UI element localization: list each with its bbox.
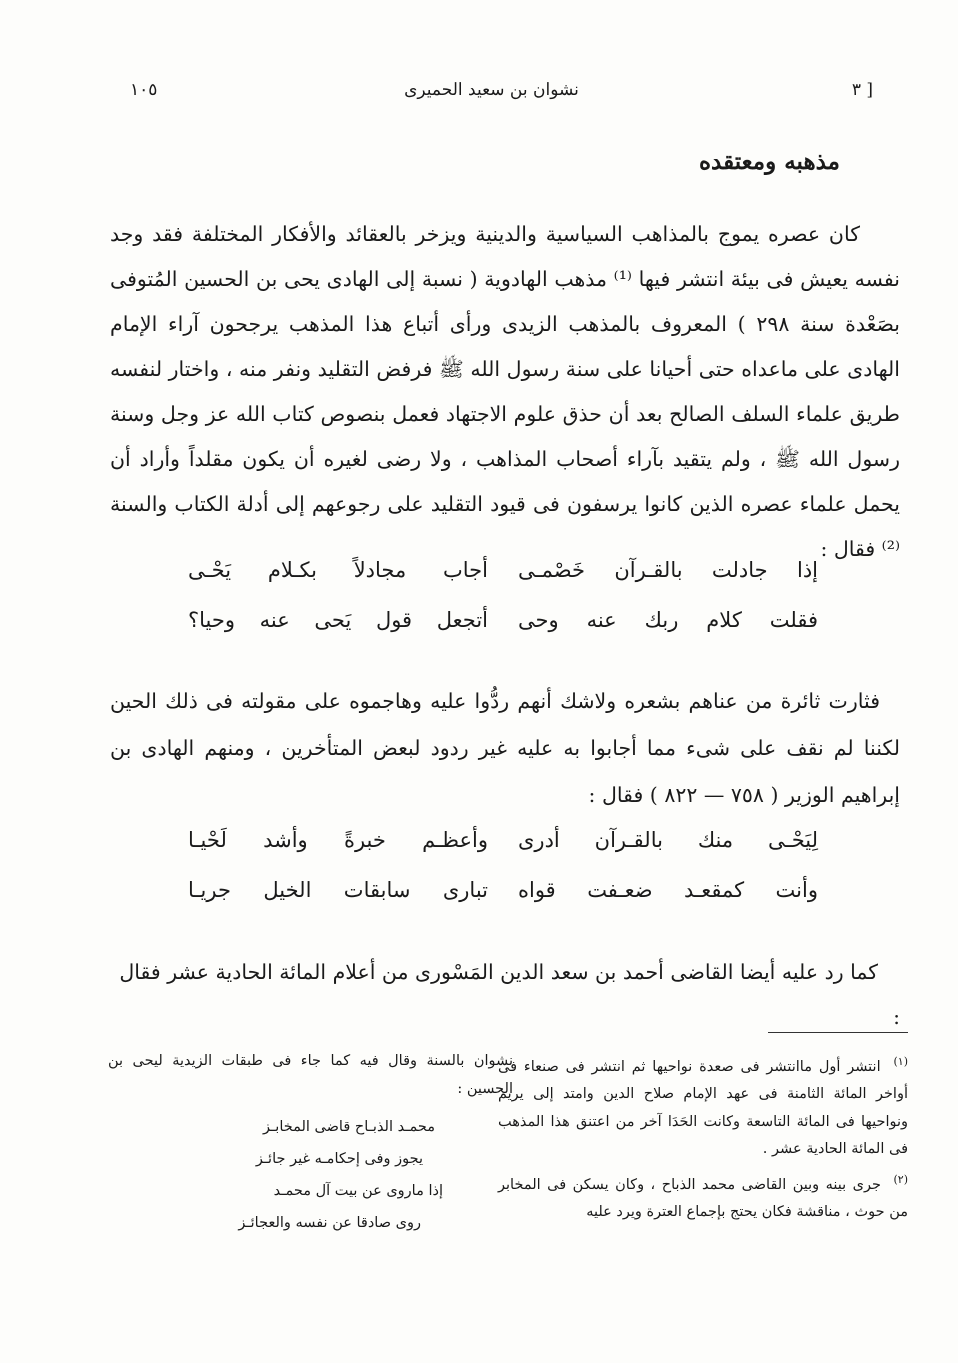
footnote-verse-line: يجوز وفى إحكامـه غير جائـز [255, 1151, 423, 1167]
chapter-mark: [ ٣ [851, 80, 873, 100]
footnote-1 [498, 1048, 908, 1164]
paragraph-3 [110, 950, 900, 1040]
footnote-continuation-text: نشوان بالسنة وقال فيه كما جاء فى طبقات الزيدية ليحى بن الحسين : [108, 1053, 513, 1097]
footnote-verse-line: إذا ماروى عن بيت آل محمـد [273, 1183, 443, 1199]
verse-line [188, 878, 818, 928]
footnote-verse [108, 1111, 513, 1239]
footnote-text: جرى بينه وبين القاضى محمد الذباح ، وكان يسكن فى المخابر من حوث ، مناقشة فكان يحتج بإجماع العترة ويرد عليه [498, 1176, 908, 1221]
verse-hemistich-first: فقلت كلام ربك عنه وحى [518, 608, 818, 632]
footnote-2 [498, 1166, 908, 1227]
footnote-text: انتشر أول ماانتشر فى صعدة نواحيها ثم انتشر فى صنعاء فى أواخر المائة الثامنة فى عهد الإمام صلاح الدين وامتد إلى يريم ونواحيها فى المائة التاسعة وكانت الحَدَا آخر من اعتنق هذا المذهب فى المائة الحادية عشر . [498, 1058, 908, 1158]
running-title: نشوان بن سعيد الحميرى [404, 80, 579, 100]
footnote-number: (٢) [893, 1172, 908, 1186]
verse-block-1 [188, 558, 818, 658]
verse-hemistich-second: تبارى سابقات الخيل جريـا [188, 878, 488, 902]
section-title: مذهبه ومعتقده [698, 148, 840, 175]
running-header [110, 80, 873, 110]
paragraph-1 [110, 212, 900, 572]
footnote-verse-line: روى صادقا عن نفسه والعجائـز [238, 1215, 421, 1231]
verse-hemistich-second: وأعظـم خبرةً وأشد لَحْيـا [188, 828, 488, 852]
paragraph-2 [110, 678, 900, 819]
verse-line [188, 828, 818, 878]
footnote-number: (١) [893, 1055, 908, 1068]
footnote-separator [768, 1032, 908, 1033]
verse-hemistich-first: إذا جادلت بالقـرآن خَصْمـى [518, 558, 818, 582]
verse-hemistich-second: أتجعل قول يَحى عنه وحيا؟ [188, 608, 488, 632]
paragraph-2-text: فثارت ثائرة من عناهم بشعره ولاشك أنهم ردُّوا عليه وهاجموه على مقولته فى ذلك الحين لكننا لم نقف على شىء مما أجابوا به عليه غير ردود لبعض المتأخرين ، ومنهم الهادى بن إبراهيم الوزير ( ٧٥٨ — ٨٢٢ ) فقال : [110, 689, 900, 807]
page-number: ١٠٥ [130, 80, 158, 100]
footnote-verse-line: محمـد الذبـاح قاضى المخابـز [263, 1119, 435, 1135]
verse-line [188, 558, 818, 608]
footnote-continuation [108, 1048, 513, 1239]
paragraph-1-text: كان عصره يموج بالمذاهب السياسية والدينية ويزخر بالعقائد والأفكار المختلفة فقد وجد نفسه يعيش فى بيئة انتشر فيها ⁽¹⁾ مذهب الهادوية ( نسبة إلى الهادى يحى بن الحسين المُتوفى بصَعْدة سنة ٢٩٨ ) المعروف بالمذهب الزيدى ورأى أتباع هذا المذهب يرجحون آراء الإمام الهادى على ماعداه حتى أحيانا على سنة رسول الله ﷺ فرفض التقليد ونفر منه ، واختار لنفسه طريق علماء السلف الصالح بعد أن حذق علوم الاجتهاد فعمل بنصوص كتاب الله عز وجل وسنة رسول الله ﷺ ، ولم يتقيد بآراء أصحاب المذاهب ، ولا رضى لغيره أن يكون مقلداً وأراد أن يحمل علماء عصره الذين كانوا يرسفون فى قيود التقليد على رجوعهم إلى أدلة الكتاب والسنة ⁽²⁾ فقال : [110, 222, 900, 561]
verse-hemistich-second: أجاب مجادلاً بكـلام يَحْـى [188, 558, 488, 582]
verse-hemistich-first: لِيَحْـى منك بالقـرآن أدرى [518, 828, 818, 852]
verse-line [188, 608, 818, 658]
verse-hemistich-first: وأنت كمقعـد ضعـفت قواه [518, 878, 818, 902]
footnotes [498, 1048, 908, 1229]
paragraph-3-text: كما رد عليه أيضا القاضى أحمد بن سعد الدين المَسْورى من أعلام المائة الحادية عشر فقال : [119, 960, 900, 1029]
verse-block-2 [188, 828, 818, 928]
